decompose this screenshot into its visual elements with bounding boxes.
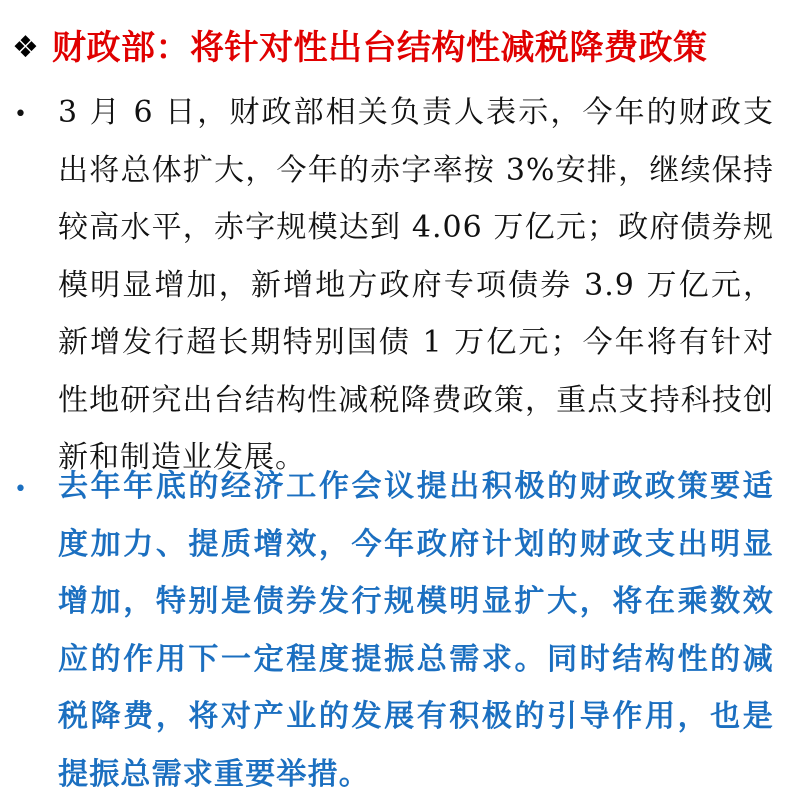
bullet-dot-icon: • (14, 102, 27, 127)
bullet-text-1: 3 月 6 日，财政部相关负责人表示，今年的财政支出将总体扩大，今年的赤字率按 3%安排，继续保持较高水平，赤字规模达到 4.06 万亿元；政府债券规模明显增加，新增地方政府专项债券 3.9 万亿元，新增发行超长期特别国债 1 万亿元；今年将有针对性地研究出台结构性减税降费政策，重点支持科技创新和制造业发展。 (58, 95, 774, 475)
bullet-text-2: 去年年底的经济工作会议提出积极的财政政策要适度加力、提质增效，今年政府计划的财政支出明显增加，特别是债券发行规模明显扩大，将在乘数效应的作用下一定程度提振总需求。同时结构性的减税降费，将对产业的发展有积极的引导作用，也是提振总需求重要举措。 (58, 469, 774, 792)
diamond-bullet-icon: ❖ (12, 30, 39, 65)
slide-heading (12, 24, 708, 72)
bullet-dot-icon: • (14, 477, 27, 502)
slide-title: 财政部：将针对性出台结构性减税降费政策 (52, 28, 708, 68)
